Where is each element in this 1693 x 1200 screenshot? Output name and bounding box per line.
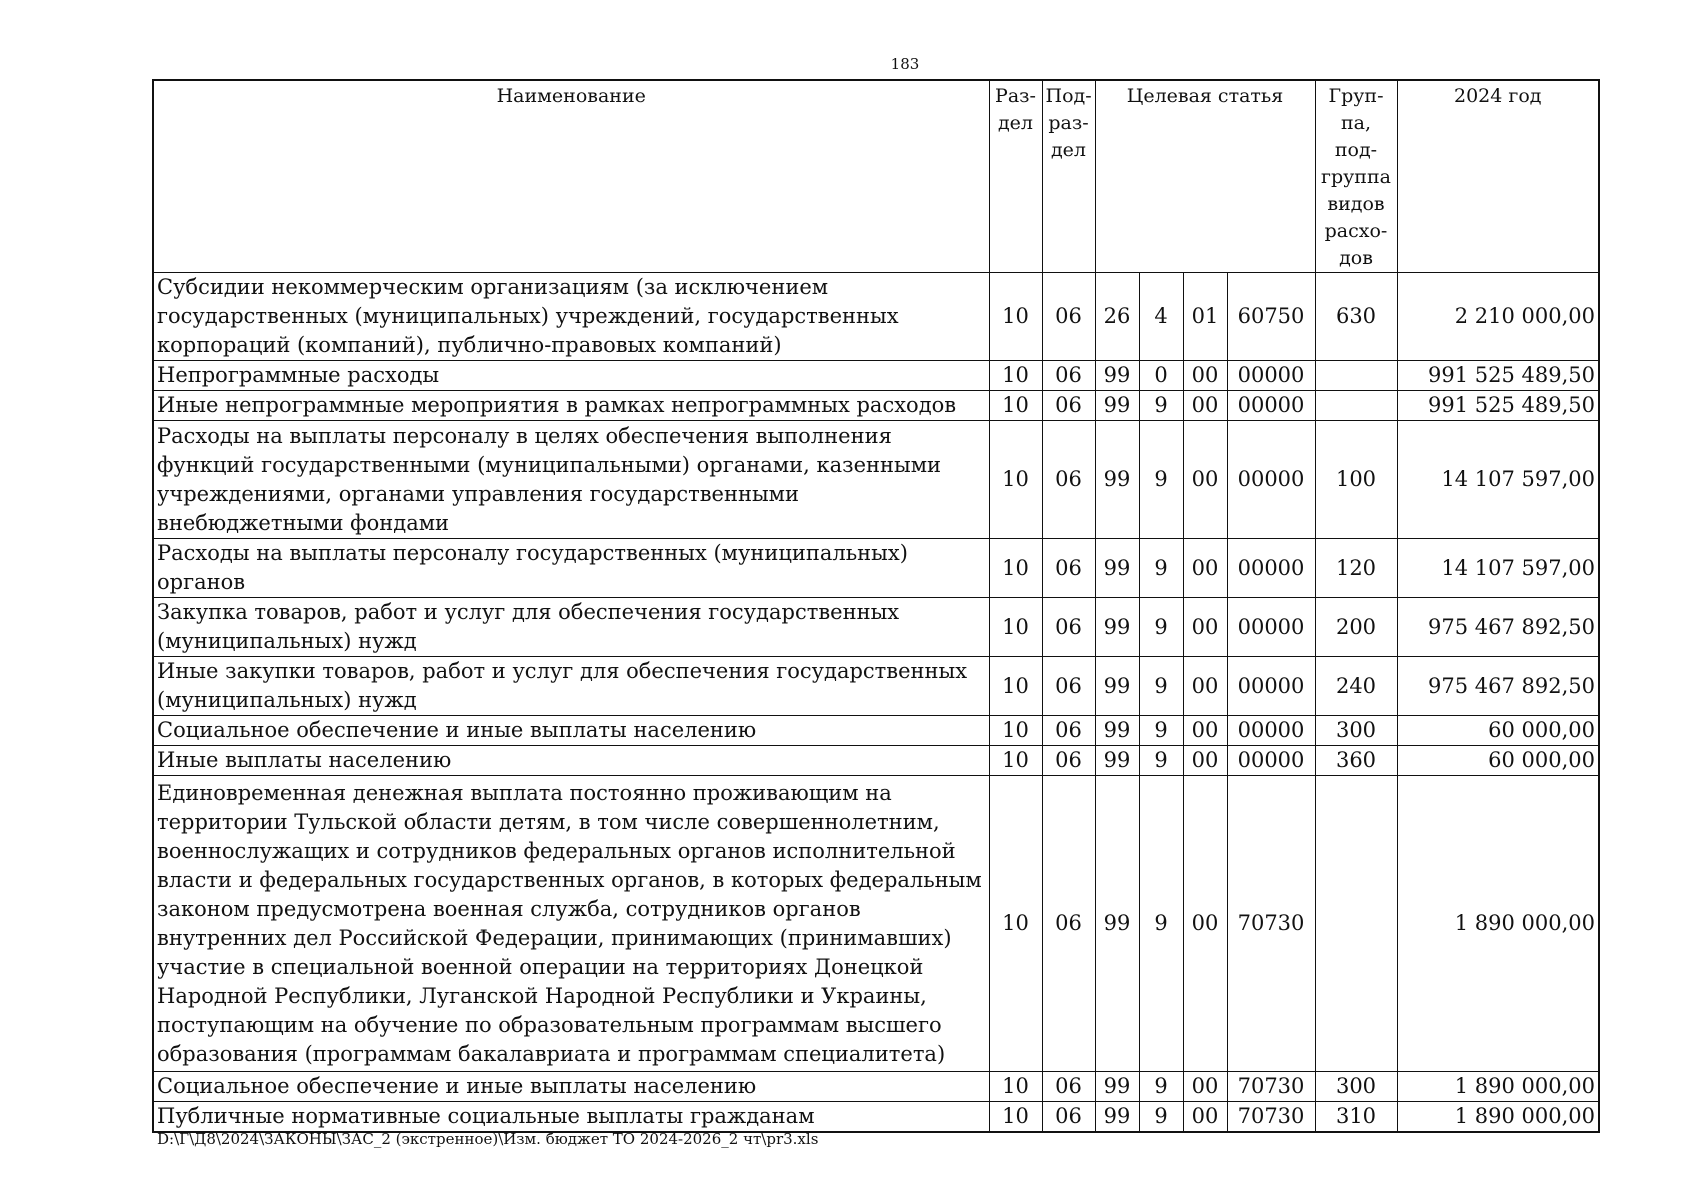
file-path-footer: D:\Г\Д8\2024\ЗАКОНЫ\ЗАС_2 (экстренное)\Изм. бюджет ТО 2024-2026_2 чт\pr3.xls (157, 1130, 819, 1148)
cell-t2: 9 (1139, 776, 1183, 1072)
cell-group: 120 (1315, 539, 1397, 598)
cell-amount: 991 525 489,50 (1397, 361, 1599, 391)
cell-subsection: 06 (1042, 598, 1095, 657)
cell-t3: 01 (1183, 273, 1227, 361)
table-row (153, 746, 1599, 776)
cell-section: 10 (989, 421, 1042, 539)
header-subsection: Под- раз- дел (1042, 80, 1095, 273)
cell-name: Публичные нормативные социальные выплаты гражданам (153, 1102, 989, 1133)
cell-t2: 0 (1139, 361, 1183, 391)
cell-name: Социальное обеспечение и иные выплаты населению (153, 1072, 989, 1102)
cell-section: 10 (989, 1102, 1042, 1133)
cell-group: 310 (1315, 1102, 1397, 1133)
table-row (153, 716, 1599, 746)
header-section: Раз- дел (989, 80, 1042, 273)
budget-table (152, 79, 1600, 1133)
table-row (153, 1072, 1599, 1102)
cell-section: 10 (989, 598, 1042, 657)
cell-subsection: 06 (1042, 361, 1095, 391)
cell-t3: 00 (1183, 391, 1227, 421)
cell-group: 360 (1315, 746, 1397, 776)
cell-name: Иные непрограммные мероприятия в рамках непрограммных расходов (153, 391, 989, 421)
cell-t4: 00000 (1227, 746, 1315, 776)
cell-section: 10 (989, 273, 1042, 361)
cell-t4: 00000 (1227, 657, 1315, 716)
cell-group: 300 (1315, 1072, 1397, 1102)
table-row (153, 598, 1599, 657)
cell-subsection: 06 (1042, 776, 1095, 1072)
cell-t3: 00 (1183, 598, 1227, 657)
cell-amount: 1 890 000,00 (1397, 1102, 1599, 1133)
cell-t4: 00000 (1227, 391, 1315, 421)
cell-t1: 99 (1095, 1102, 1139, 1133)
header-expense-group: Груп- па, под- группа видов расхо- дов (1315, 80, 1397, 273)
header-target-article: Целевая статья (1095, 80, 1315, 273)
cell-t4: 70730 (1227, 1072, 1315, 1102)
cell-t2: 9 (1139, 1102, 1183, 1133)
table-row (153, 1102, 1599, 1133)
cell-t1: 26 (1095, 273, 1139, 361)
cell-name: Единовременная денежная выплата постоянно проживающим на территории Тульской области детям, в том числе совершеннолетним, военнослужащих и сотрудников федеральных органов исполнительной власти и федеральных государственных органов, в которых федеральным законом предусмотрена военная служба, сотрудников органов внутренних дел Российской Федерации, принимающих (принимавших) участие в специальной военной операции на территориях Донецкой Народной Республики, Луганской Народной Республики и Украины, поступающим на обучение по образовательным программам высшего образования (программам бакалавриата и программам специалитета) (153, 776, 989, 1072)
cell-amount: 60 000,00 (1397, 746, 1599, 776)
cell-amount: 991 525 489,50 (1397, 391, 1599, 421)
cell-t3: 00 (1183, 361, 1227, 391)
cell-t3: 00 (1183, 1102, 1227, 1133)
cell-t3: 00 (1183, 421, 1227, 539)
cell-amount: 14 107 597,00 (1397, 539, 1599, 598)
cell-t1: 99 (1095, 421, 1139, 539)
cell-amount: 1 890 000,00 (1397, 1072, 1599, 1102)
table-row (153, 657, 1599, 716)
cell-t1: 99 (1095, 746, 1139, 776)
page-number: 183 (890, 55, 920, 73)
cell-subsection: 06 (1042, 391, 1095, 421)
cell-section: 10 (989, 776, 1042, 1072)
cell-t3: 00 (1183, 539, 1227, 598)
cell-t1: 99 (1095, 1072, 1139, 1102)
cell-t4: 00000 (1227, 716, 1315, 746)
cell-t4: 00000 (1227, 361, 1315, 391)
cell-t4: 60750 (1227, 273, 1315, 361)
cell-t4: 70730 (1227, 1102, 1315, 1133)
table-body (153, 273, 1599, 1133)
cell-subsection: 06 (1042, 1102, 1095, 1133)
cell-t1: 99 (1095, 361, 1139, 391)
cell-t3: 00 (1183, 776, 1227, 1072)
table-row (153, 361, 1599, 391)
cell-t2: 9 (1139, 539, 1183, 598)
cell-t1: 99 (1095, 776, 1139, 1072)
cell-subsection: 06 (1042, 1072, 1095, 1102)
cell-section: 10 (989, 361, 1042, 391)
table-row (153, 273, 1599, 361)
cell-section: 10 (989, 1072, 1042, 1102)
cell-amount: 60 000,00 (1397, 716, 1599, 746)
cell-name: Иные закупки товаров, работ и услуг для обеспечения государственных (муниципальных) нужд (153, 657, 989, 716)
cell-section: 10 (989, 539, 1042, 598)
cell-group: 240 (1315, 657, 1397, 716)
header-year: 2024 год (1397, 80, 1599, 273)
cell-t3: 00 (1183, 1072, 1227, 1102)
cell-t4: 70730 (1227, 776, 1315, 1072)
cell-name: Закупка товаров, работ и услуг для обеспечения государственных (муниципальных) нужд (153, 598, 989, 657)
cell-t1: 99 (1095, 657, 1139, 716)
cell-group: 630 (1315, 273, 1397, 361)
cell-amount: 1 890 000,00 (1397, 776, 1599, 1072)
table-row (153, 776, 1599, 1072)
cell-amount: 2 210 000,00 (1397, 273, 1599, 361)
cell-name: Субсидии некоммерческим организациям (за исключением государственных (муниципальных) учреждений, государственных корпораций (компаний), публично-правовых компаний) (153, 273, 989, 361)
cell-subsection: 06 (1042, 657, 1095, 716)
cell-name: Иные выплаты населению (153, 746, 989, 776)
cell-section: 10 (989, 391, 1042, 421)
cell-t1: 99 (1095, 539, 1139, 598)
cell-t4: 00000 (1227, 421, 1315, 539)
table-row (153, 421, 1599, 539)
cell-t2: 9 (1139, 598, 1183, 657)
cell-group (1315, 391, 1397, 421)
cell-amount: 975 467 892,50 (1397, 657, 1599, 716)
cell-t4: 00000 (1227, 539, 1315, 598)
cell-group: 100 (1315, 421, 1397, 539)
cell-t3: 00 (1183, 746, 1227, 776)
cell-name: Расходы на выплаты персоналу государственных (муниципальных) органов (153, 539, 989, 598)
cell-amount: 975 467 892,50 (1397, 598, 1599, 657)
cell-t3: 00 (1183, 716, 1227, 746)
cell-name: Непрограммные расходы (153, 361, 989, 391)
cell-subsection: 06 (1042, 273, 1095, 361)
cell-section: 10 (989, 657, 1042, 716)
cell-t2: 9 (1139, 746, 1183, 776)
cell-t4: 00000 (1227, 598, 1315, 657)
cell-subsection: 06 (1042, 421, 1095, 539)
cell-group: 200 (1315, 598, 1397, 657)
cell-subsection: 06 (1042, 746, 1095, 776)
cell-amount: 14 107 597,00 (1397, 421, 1599, 539)
cell-section: 10 (989, 746, 1042, 776)
cell-subsection: 06 (1042, 539, 1095, 598)
cell-t2: 9 (1139, 391, 1183, 421)
cell-t3: 00 (1183, 657, 1227, 716)
table-row (153, 539, 1599, 598)
cell-name: Расходы на выплаты персоналу в целях обеспечения выполнения функций государственными (муниципальными) органами, казенными учреждениями, органами управления государственными внебюджетными фондами (153, 421, 989, 539)
cell-t1: 99 (1095, 598, 1139, 657)
table-row (153, 391, 1599, 421)
cell-t2: 9 (1139, 716, 1183, 746)
cell-t2: 9 (1139, 1072, 1183, 1102)
cell-t2: 4 (1139, 273, 1183, 361)
cell-name: Социальное обеспечение и иные выплаты населению (153, 716, 989, 746)
cell-subsection: 06 (1042, 716, 1095, 746)
cell-t1: 99 (1095, 391, 1139, 421)
cell-t2: 9 (1139, 657, 1183, 716)
cell-t1: 99 (1095, 716, 1139, 746)
cell-group (1315, 776, 1397, 1072)
cell-t2: 9 (1139, 421, 1183, 539)
cell-section: 10 (989, 716, 1042, 746)
header-name: Наименование (153, 80, 989, 273)
cell-group: 300 (1315, 716, 1397, 746)
cell-group (1315, 361, 1397, 391)
